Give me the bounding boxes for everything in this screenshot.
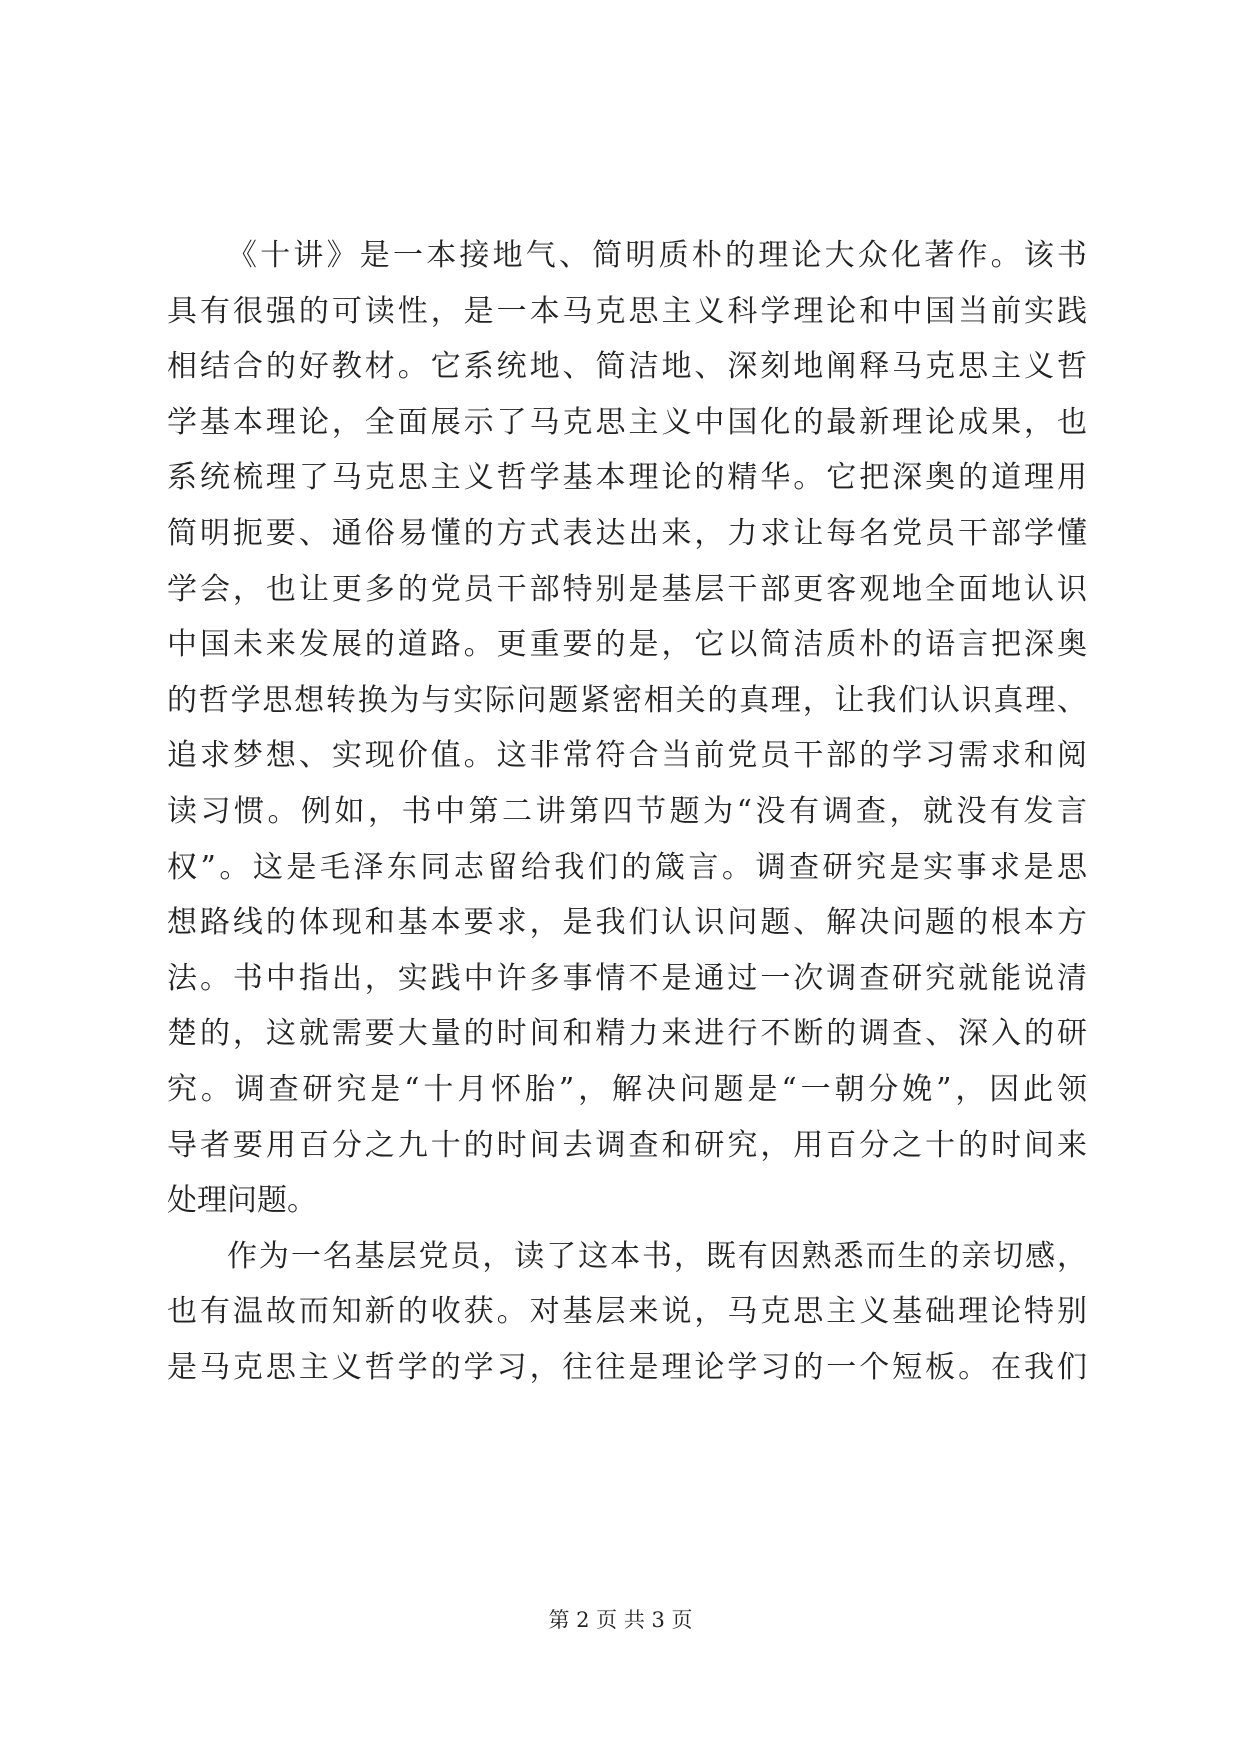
text-line: 也有温故而知新的收获。对基层来说，马克思主义基础理论特别 <box>167 1294 1087 1330</box>
text-line: 追求梦想、实现价值。这非常符合当前党员干部的学习需求和阅 <box>167 738 1087 774</box>
text-line: 《十讲》是一本接地气、简明质朴的理论大众化著作。该书 <box>227 238 1087 273</box>
text-line: 导者要用百分之九十的时间去调查和研究，用百分之十的时间来 <box>167 1127 1087 1163</box>
text-line: 权”。这是毛泽东同志留给我们的箴言。调查研究是实事求是思 <box>167 849 1087 885</box>
text-line: 想路线的体现和基本要求，是我们认识问题、解决问题的根本方 <box>167 905 1087 941</box>
text-line: 作为一名基层党员，读了这本书，既有因熟悉而生的亲切感， <box>227 1238 1087 1274</box>
text-line: 中国未来发展的道路。更重要的是，它以简洁质朴的语言把深奥 <box>167 627 1087 663</box>
text-line: 究。调查研究是“十月怀胎”，解决问题是“一朝分娩”，因此领 <box>167 1071 1087 1107</box>
text-line: 处理问题。 <box>167 1183 317 1219</box>
text-line: 楚的，这就需要大量的时间和精力来进行不断的调查、深入的研 <box>167 1016 1087 1052</box>
text-line: 相结合的好教材。它系统地、简洁地、深刻地阐释马克思主义哲 <box>167 349 1087 385</box>
text-line: 的哲学思想转换为与实际问题紧密相关的真理，让我们认识真理、 <box>167 682 1087 718</box>
body-text <box>167 228 1087 1395</box>
text-line: 学会，也让更多的党员干部特别是基层干部更客观地全面地认识 <box>167 571 1087 607</box>
text-line: 法。书中指出，实践中许多事情不是通过一次调查研究就能说清 <box>167 960 1087 996</box>
text-line: 系统梳理了马克思主义哲学基本理论的精华。它把深奥的道理用 <box>167 460 1087 496</box>
text-line: 学基本理论，全面展示了马克思主义中国化的最新理论成果，也 <box>167 404 1087 440</box>
text-line: 简明扼要、通俗易懂的方式表达出来，力求让每名党员干部学懂 <box>167 515 1087 551</box>
page-number-footer: 第 2 页 共 3 页 <box>548 1608 693 1632</box>
text-line: 读习惯。例如，书中第二讲第四节题为“没有调查，就没有发言 <box>167 793 1087 829</box>
text-line: 是马克思主义哲学的学习，往往是理论学习的一个短板。在我们 <box>167 1349 1087 1385</box>
text-line: 具有很强的可读性，是一本马克思主义科学理论和中国当前实践 <box>167 293 1087 329</box>
